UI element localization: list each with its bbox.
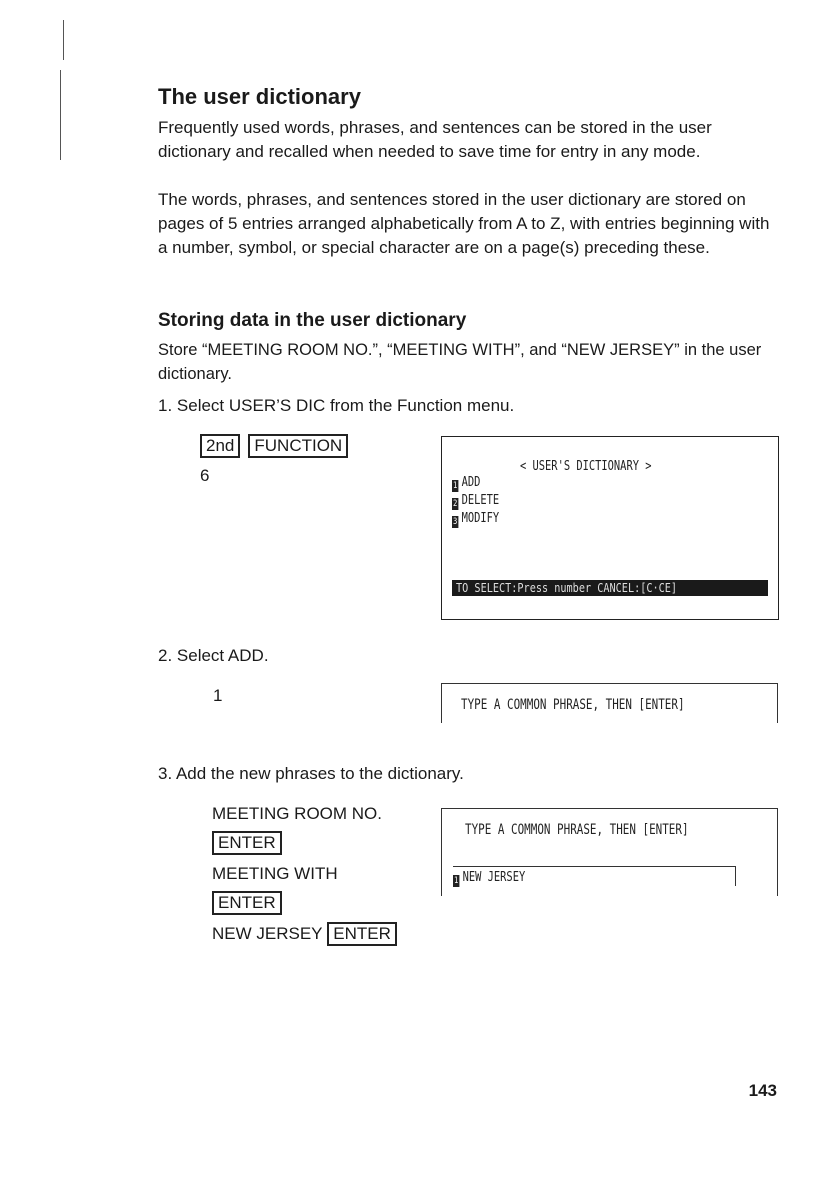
menu-number: 1	[453, 481, 458, 491]
step-3-text: 3. Add the new phrases to the dictionary.	[158, 764, 464, 783]
menu-item-modify	[452, 511, 499, 528]
entry-text: NEW JERSEY	[462, 870, 526, 885]
screen-right-rule	[777, 808, 778, 896]
screen-status-bar	[452, 580, 768, 596]
user-dictionary-screen	[441, 436, 779, 620]
step-2-input: 1	[213, 686, 223, 705]
entry-field-edge	[735, 866, 736, 886]
screen-prompt: TYPE A COMMON PHRASE, THEN [ENTER]	[465, 822, 689, 838]
menu-label: ADD	[461, 475, 481, 490]
menu-number: 3	[453, 517, 458, 527]
margin-line	[60, 70, 61, 160]
menu-label: MODIFY	[461, 511, 500, 526]
step-1-text: 1. Select USER’S DIC from the Function menu.	[158, 396, 515, 415]
key-enter: ENTER	[327, 922, 397, 946]
key-enter: ENTER	[212, 891, 282, 915]
page-number: 143	[748, 1081, 777, 1100]
key-2nd: 2nd	[200, 434, 240, 458]
entry-field-rule	[453, 866, 735, 867]
margin-line	[63, 20, 64, 60]
entry-key-1	[212, 831, 290, 855]
entry-number: 1	[454, 876, 459, 886]
key-function: FUNCTION	[248, 434, 348, 458]
entry-key-2	[212, 891, 290, 915]
step-1-keys	[200, 434, 356, 458]
menu-label: DELETE	[461, 493, 500, 508]
screen-prompt: TYPE A COMMON PHRASE, THEN [ENTER]	[461, 697, 685, 713]
entry-screen-text-area	[441, 808, 777, 896]
status-text: TO SELECT:Press number CANCEL:[C·CE]	[456, 581, 678, 595]
key-enter: ENTER	[212, 831, 282, 855]
screen-title: < USER'S DICTIONARY >	[520, 459, 652, 474]
add-prompt-text-area	[441, 683, 777, 723]
subsection-title: Storing data in the user dictionary	[158, 310, 467, 331]
menu-item-add	[452, 475, 480, 492]
step-2-text: 2. Select ADD.	[158, 646, 269, 665]
intro-paragraph-2: The words, phrases, and sentences stored in the user dictionary are stored on pages of 5 entries arranged alphabetically from A to Z, with entries beginning with a number, symbol, or special character are on a page(s) preceding these.	[158, 190, 770, 257]
subsection-intro: Store “MEETING ROOM NO.”, “MEETING WITH”, and “NEW JERSEY” in the user dictionary.	[158, 341, 762, 383]
entry-phrase-1: MEETING ROOM NO.	[212, 804, 382, 823]
menu-item-delete	[452, 493, 499, 510]
menu-number: 2	[453, 499, 458, 509]
entry-phrase-3: NEW JERSEY	[212, 924, 323, 943]
screen-right-rule	[777, 683, 778, 723]
step-1-input: 6	[200, 466, 210, 485]
entry-field	[453, 870, 525, 887]
intro-paragraph-1: Frequently used words, phrases, and sentences can be stored in the user dictionary and recalled when needed to save time for entry in any mode.	[158, 118, 712, 161]
section-title: The user dictionary	[158, 84, 361, 109]
entry-phrase-2: MEETING WITH	[212, 864, 338, 883]
entry-line-3	[212, 922, 405, 946]
